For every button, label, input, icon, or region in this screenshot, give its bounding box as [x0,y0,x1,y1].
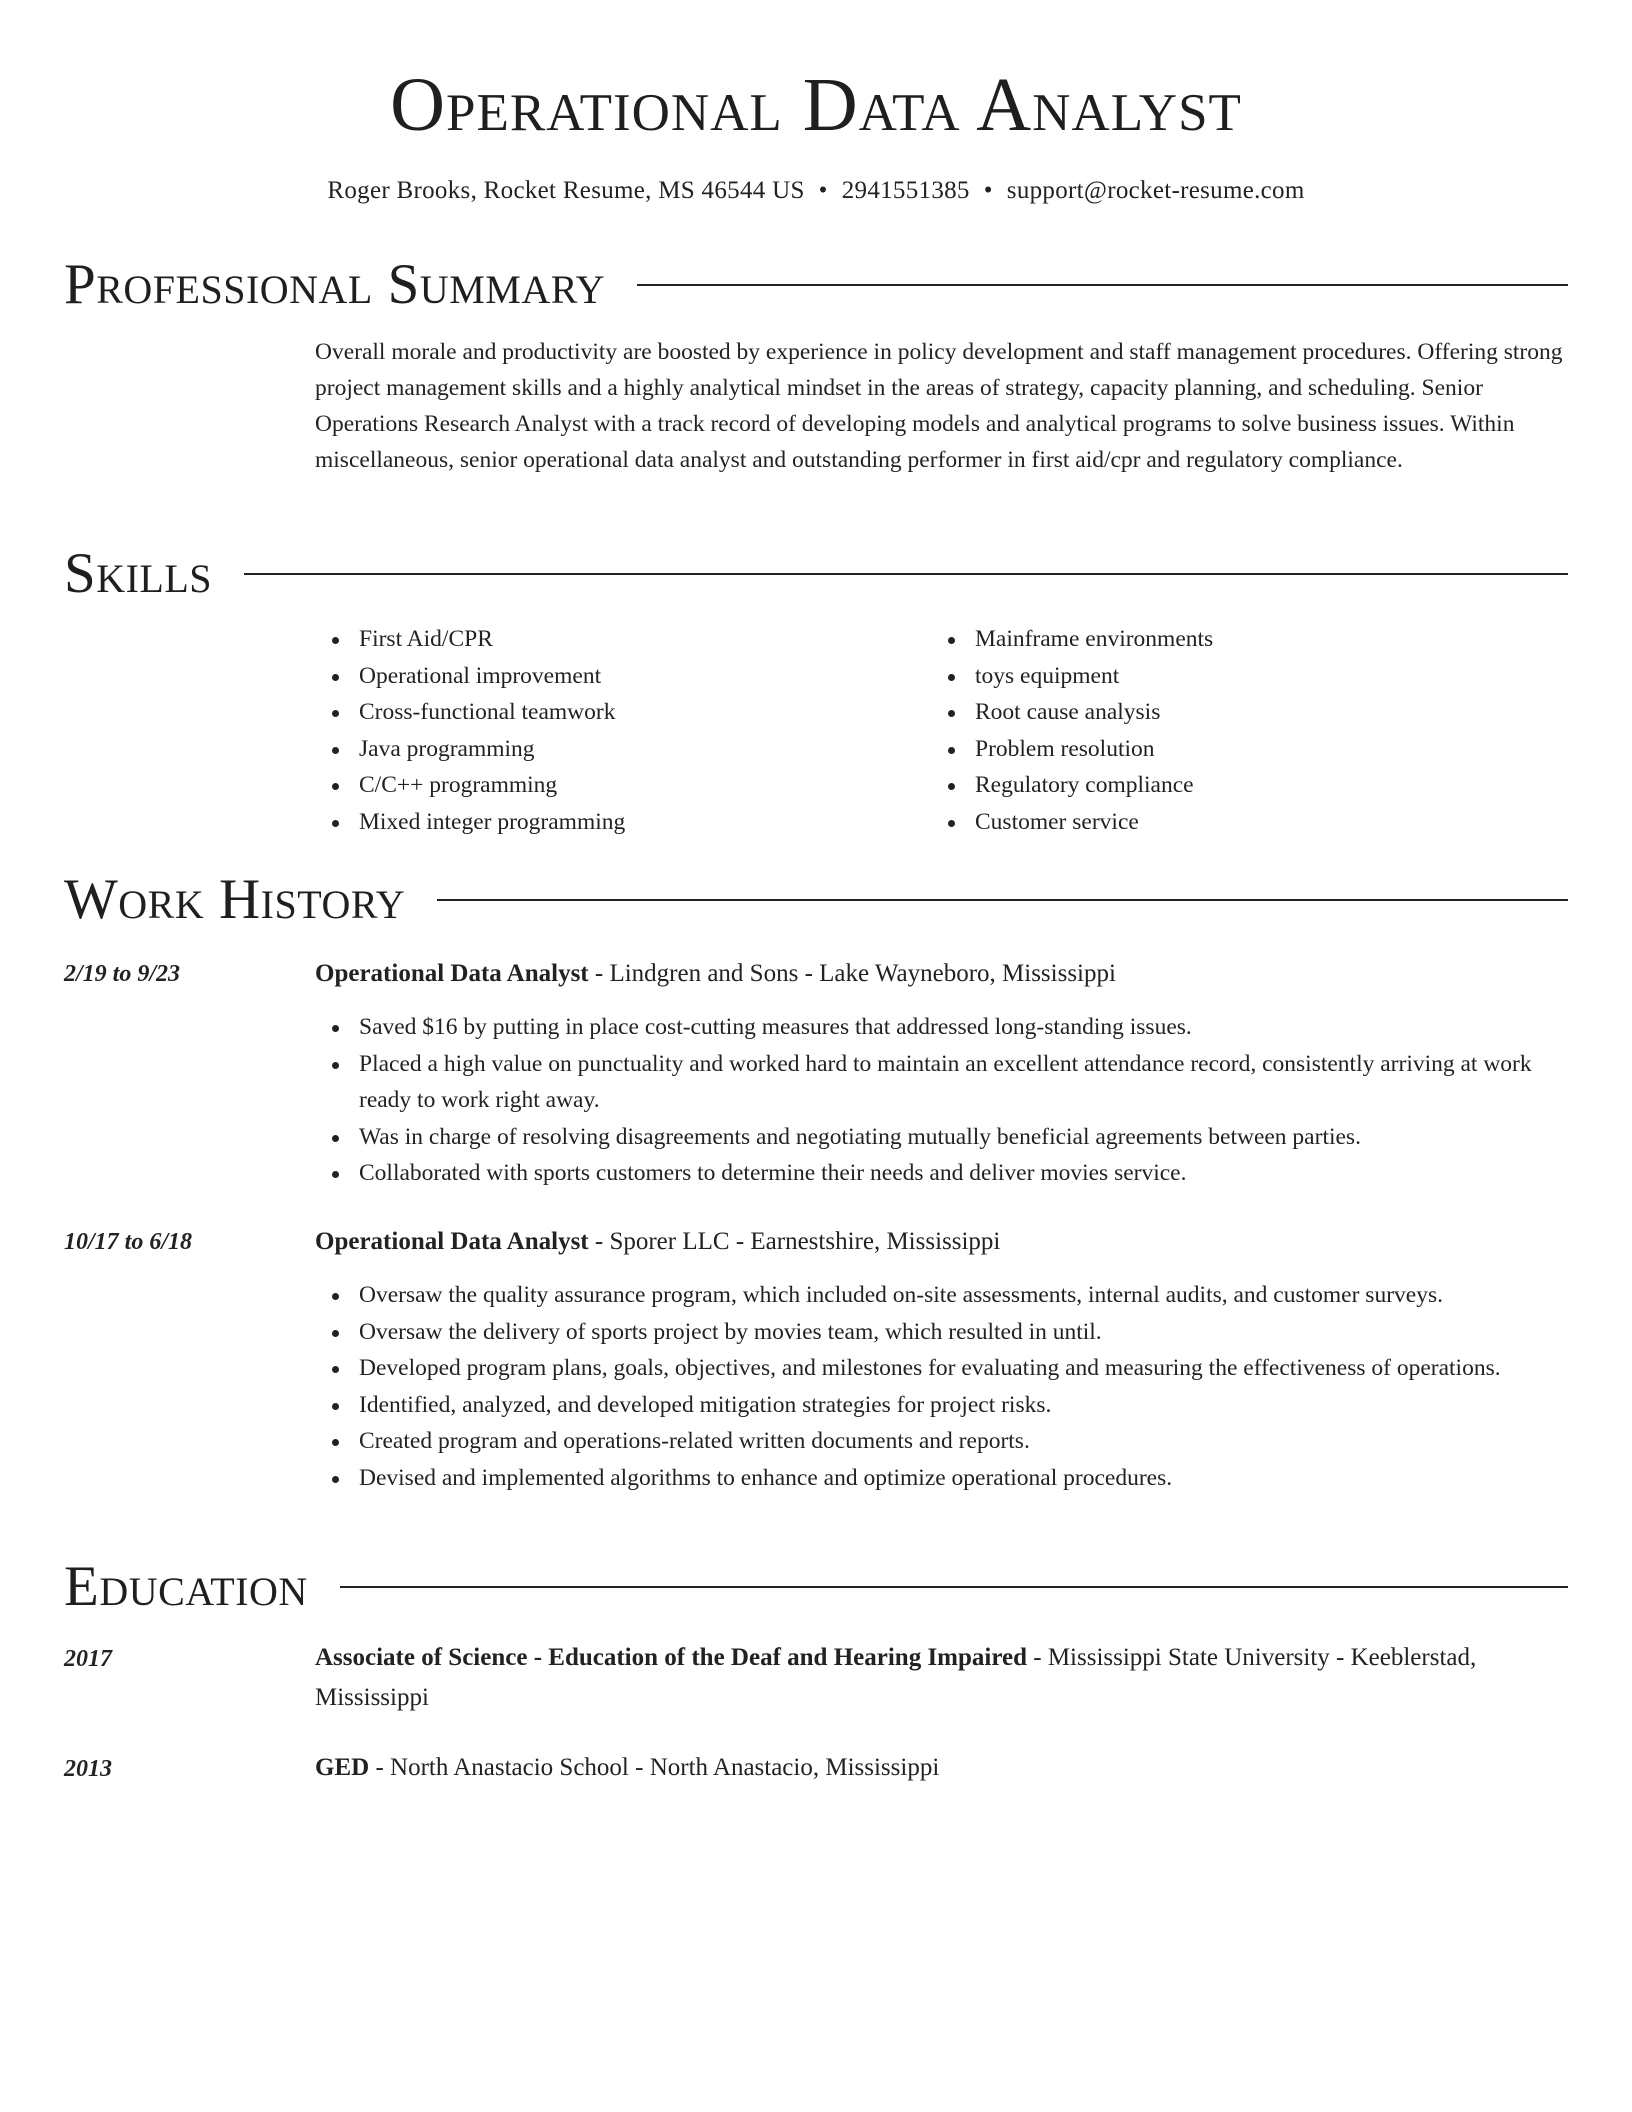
skills-column-right [931,621,1547,840]
skills-section-header [64,542,1568,606]
job-duties [315,1277,1568,1496]
duty-item: Oversaw the delivery of sports project by movies team, which resulted in until. [315,1314,1568,1351]
skills-heading: Skills [64,542,213,605]
contact-email: support@rocket-resume.com [1006,177,1305,204]
skill-item: First Aid/CPR [315,621,931,658]
education-details: - Mississippi State University - Keeblerstad, Mississippi [315,1644,1477,1711]
duty-item: Created program and operations-related written documents and reports. [315,1423,1568,1460]
skill-item: C/C++ programming [315,767,931,804]
duty-item: Saved $16 by putting in place cost-cutting measures that addressed long-standing issues. [315,1009,1568,1046]
contact-address: Roger Brooks, Rocket Resume, MS 46544 US [327,177,805,204]
contact-separator: • [818,177,828,204]
job-heading [315,1222,1568,1262]
contact-phone: 2941551385 [841,177,970,204]
summary-heading: Professional Summary [64,253,606,316]
duty-item: Was in charge of resolving disagreements and negotiating mutually beneficial agreements between parties. [315,1119,1568,1156]
page-title: Operational Data Analyst [390,63,1242,147]
duty-item: Placed a high value on punctuality and worked hard to maintain an excellent attendance record, consistently arriving at work ready to work right away. [315,1046,1568,1119]
skill-item: Regulatory compliance [931,767,1547,804]
job-dates: 10/17 to 6/18 [64,1229,193,1255]
job-heading [315,954,1568,994]
skill-item: Problem resolution [931,731,1547,768]
skill-item: Mixed integer programming [315,804,931,841]
skill-item: Mainframe environments [931,621,1547,658]
education-degree: Associate of Science - Education of the Deaf and Hearing Impaired [315,1644,1027,1671]
job-duties [315,1009,1568,1192]
section-divider [340,1586,1568,1588]
skill-item: Operational improvement [315,658,931,695]
skill-item: Customer service [931,804,1547,841]
education-entry [315,1638,1568,1718]
section-divider [244,573,1568,575]
education-entry [315,1748,1568,1788]
skill-item: Java programming [315,731,931,768]
work-section-header [64,868,1568,932]
skill-item: Root cause analysis [931,694,1547,731]
job-title: Operational Data Analyst [315,960,589,987]
education-details: - North Anastacio School - North Anastacio, Mississippi [369,1754,940,1781]
skill-item: toys equipment [931,658,1547,695]
section-divider [437,899,1568,901]
skill-item: Cross-functional teamwork [315,694,931,731]
work-heading: Work History [64,868,406,931]
job-details: - Lindgren and Sons - Lake Wayneboro, Mississippi [588,960,1116,987]
job-title: Operational Data Analyst [315,1228,589,1255]
education-year: 2013 [64,1756,112,1782]
contact-line [64,174,1568,208]
skills-column-left [315,621,931,840]
duty-item: Identified, analyzed, and developed mitigation strategies for project risks. [315,1387,1568,1424]
duty-item: Developed program plans, goals, objectives, and milestones for evaluating and measuring the effectiveness of operations. [315,1350,1568,1387]
education-year: 2017 [64,1646,112,1672]
summary-section-header [64,253,1568,317]
summary-text: Overall morale and productivity are boosted by experience in policy development and staff management procedures. Offering strong project management skills and a highly analytical mindset in the areas of strategy, capacity planning, and scheduling. Senior Operations Research Analyst with a track record of developing models and analytical programs to solve business issues. Within miscellaneous, senior operational data analyst and outstanding performer in first aid/cpr and regulatory compliance. [315,339,1563,473]
education-degree: GED [315,1754,370,1781]
job-details: - Sporer LLC - Earnestshire, Mississippi [588,1228,1001,1255]
duty-item: Devised and implemented algorithms to enhance and optimize operational procedures. [315,1460,1568,1497]
job-dates: 2/19 to 9/23 [64,961,181,987]
education-heading: Education [64,1555,308,1618]
contact-separator: • [983,177,993,204]
duty-item: Collaborated with sports customers to determine their needs and deliver movies service. [315,1155,1568,1192]
section-divider [637,284,1568,286]
education-section-header [64,1555,1568,1619]
skills-list [315,621,1568,840]
duty-item: Oversaw the quality assurance program, which included on-site assessments, internal audits, and customer surveys. [315,1277,1568,1314]
